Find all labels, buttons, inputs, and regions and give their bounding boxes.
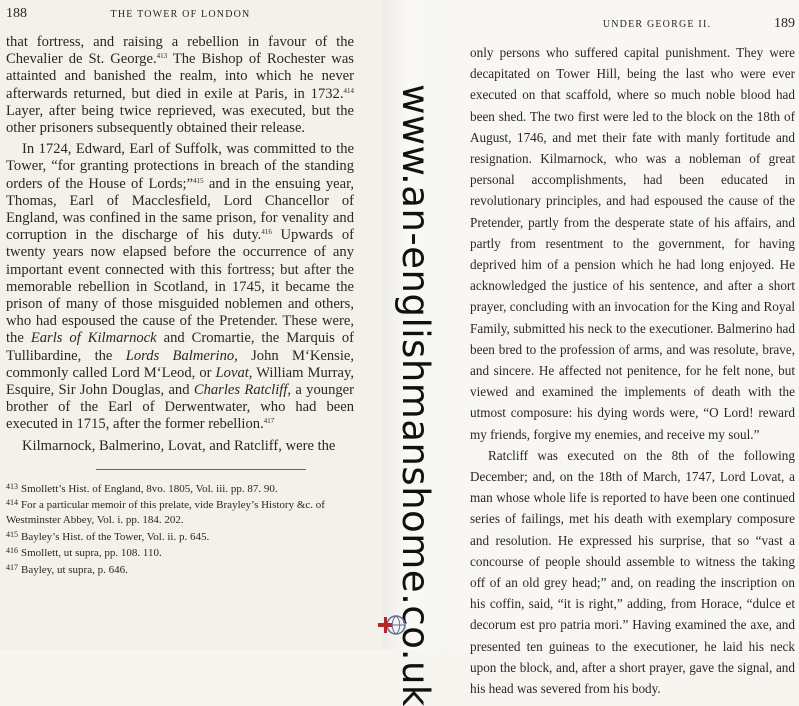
globe-logo-icon	[376, 608, 410, 642]
footnote-rule	[96, 469, 306, 470]
left-paragraph-1: that fortress, and raising a rebellion in favour of the Chevalier de St. George.$^{413}$ The Bishop of Rochester was attainted and banished the realm, into which he never afterwards returned, but died in exile at Paris, in 1732.$^{414}$ Layer, after being twice reprieved, was executed, but the other prisoners subsequently obtained their release.	[6, 34, 354, 137]
footnote: $^{413}$ Smollett’s Hist. of England, 8vo. 1805, Vol. iii. pp. 87. 90.	[6, 481, 278, 495]
left-paragraph-3: Kilmarnock, Balmerino, Lovat, and Ratcliff, were the	[22, 437, 336, 454]
left-body-text	[6, 34, 354, 455]
footnote: $^{414}$ For a particular memoir of this prelate, vide Brayley’s History &c. of Westminster Abbey, Vol. i. pp. 184. 202.	[6, 498, 325, 527]
left-paragraph-2: In 1724, Edward, Earl of Suffolk, was committed to the Tower, “for granting protections in breach of the standing orders of the House of Lords;”$^{415}$ and in the ensuing year, Thomas, Earl of Macclesfield, Lord Chancellor of England, was confined in the same prison, for venality and corruption in the discharge of his duty.$^{416}$ Upwards of twenty years now elapsed before the occurrence of any important event connected with this fortress; but after the memorable rebellion in Scotland, in 1745, it became the prison of many of those misguided noblemen and others, who had espoused the cause of the Pretender. These were, the Earls of Kilmarnock and Cromartie, the Marquis of Tullibardine, the Lords Balmerino, John M‘Kensie, commonly called Lord M‘Leod, or Lovat, William Murray, Esquire, Sir John Douglas, and Charles Ratcliff, a younger brother of the Earl of Derwentwater, who had been executed in 1715, after the former rebellion.$^{417}$	[6, 141, 355, 433]
footnote: $^{417}$ Bayley, ut supra, p. 646.	[6, 562, 128, 576]
right-page-number: 189	[773, 16, 795, 31]
right-body-text	[470, 42, 795, 699]
right-paragraph-2: Ratcliff was executed on the 8th of the following December; and, on the 18th of March, 1747, Lord Lovat, a man whose whole life is reported to have been one continued series of failings, met his death with exemplary composure and resolution. He expressed his surprise, that so “vast a concourse of people should assemble to witness the taking off of an old grey head;” and, on reading the inscription on his coffin, said, “it is right,” adding, from Horace, “dulce et decorum est pro patria mori.” Having examined the axe, and presented ten guineas to the executioner, he laid his neck upon the block, and, after a short prayer, gave the signal, and his head was severed from his body.	[470, 447, 795, 697]
site-watermark	[392, 83, 438, 706]
left-running-head	[6, 6, 354, 22]
left-page-number: 188	[6, 6, 27, 21]
right-paragraph-1: only persons who suffered capital punishment. They were decapitated on Tower Hill, being the last who were ever executed on that scaffold, where so much noble blood had been shed. The two first were led to the block on the 18th of August, 1746, and met their fate with manly fortitude and resignation. Kilmarnock, who was a nobleman of great personal accomplishments, had been educated in revolutionary principles, and had espoused the cause of the Pretender, partly from the desperate state of his affairs, and partly from resentment to the government, for having deprived him of a pension which he had long enjoyed. He acknowledged the justice of his sentence, and after a short prayer, concluding with an invocation for the King and Royal Family, submitted his neck to the executioner. Balmerino had been bred to the profession of arms, and was resolute, brave, and sincere. He affected not penitence, for he felt none, but viewed and examined the implements of death with the utmost composure: his dying words were, “O Lord! reward my friends, forgive my enemies, and receive my soul.”	[470, 45, 795, 442]
left-page	[0, 0, 382, 650]
right-running-head	[470, 16, 795, 32]
right-running-title: UNDER GEORGE II.	[602, 19, 712, 30]
footnotes	[6, 480, 354, 578]
left-running-title: THE TOWER OF LONDON	[110, 9, 251, 20]
watermark-text: www.an-englishmanshome.co.uk	[393, 83, 437, 706]
footnote: $^{415}$ Bayley’s Hist. of the Tower, Vol. ii. p. 645.	[6, 529, 210, 543]
footnote: $^{416}$ Smollett, ut supra, pp. 108. 110.	[6, 546, 162, 560]
right-page	[448, 0, 799, 697]
